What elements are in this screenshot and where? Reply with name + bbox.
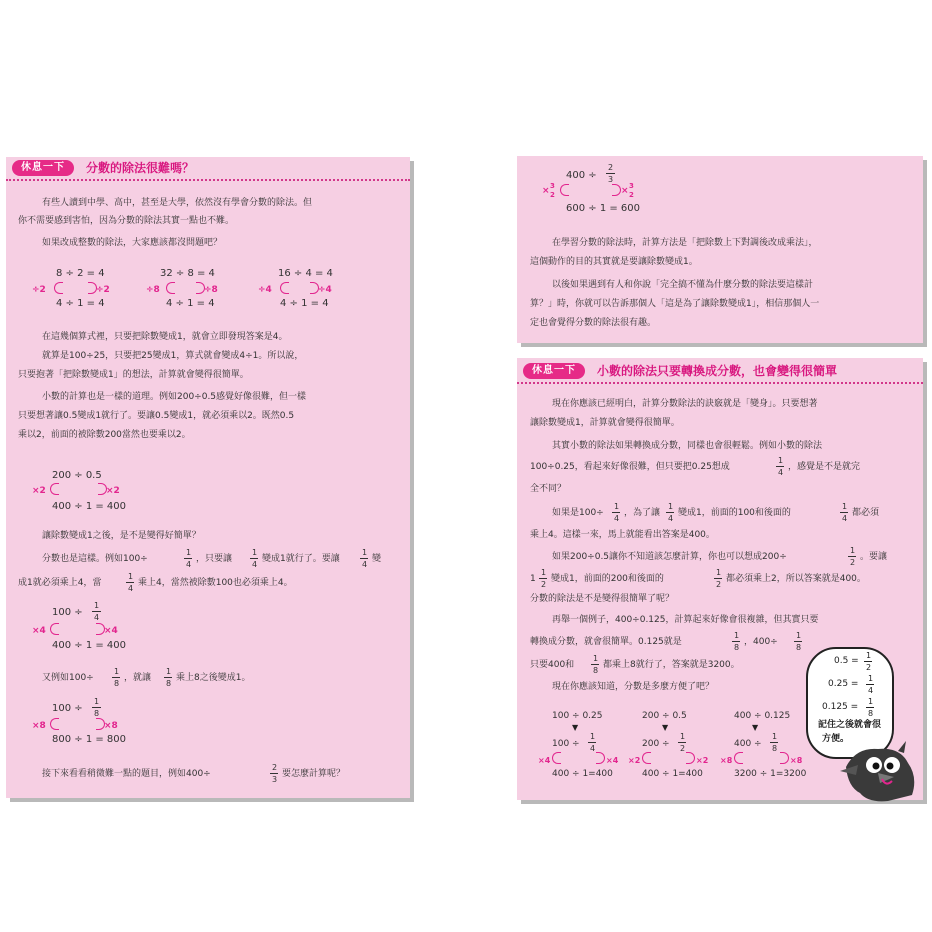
text-line: 算？」時，你就可以告訴那個人「這是為了讓除數變成1」，相信那個人一 [530,299,820,309]
text-line: 都必須 [852,508,880,518]
example-line: 100 ÷ [552,739,580,749]
frac-num: 1 [590,732,596,741]
frac-den: 3 [608,175,614,184]
equation-bottom: 4 ÷ 1 = 4 [166,298,215,309]
frac-den: 4 [778,468,784,477]
example-result: 400 ÷ 1=400 [552,769,613,779]
operator-left: ÷4 [258,285,272,295]
arrow-left-icon [166,282,175,294]
text-line: 接下來看看稍微難一點的題目，例如400÷ [42,769,211,779]
frac-den: 4 [868,686,874,695]
text-line: ，只要讓 [196,554,233,564]
text-line: 分數的除法是不是變得很簡單了呢？ [530,594,675,604]
equation-bottom: 4 ÷ 1 = 4 [280,298,329,309]
text-line: 如果200÷0.5讓你不知道該怎麼計算，你也可以想成200÷ [552,552,787,562]
text-line: 就算是100÷25，只要把25變成1，算式就會變成4÷1。所以說， [42,351,304,361]
equation-top: 16 ÷ 4 = 4 [278,268,333,279]
text-line: 又例如100÷ [42,673,94,683]
text-line: 在學習分數的除法時，計算方法是「把除數上下對調後改成乘法」， [552,238,818,248]
text-line: 分數也是這樣。例如100÷ [42,554,148,564]
text-line: 成1就必須乘上4，當 [18,578,102,588]
text-line: 讓除數變成1之後，是不是變得好簡單？ [42,531,201,541]
frac-den: 4 [362,560,368,569]
text-line: 小數的計算也是一樣的道理。例如200÷0.5感覺好像很難，但一樣 [42,392,307,402]
bubble-line: 0.5 = [834,656,859,666]
text-line: 現在你應該知道，分數是多麼方便了吧？ [552,682,715,692]
equation-bottom: 600 ÷ 1 = 600 [566,203,641,214]
frac-num: 1 [796,631,802,640]
text-line: 變成1就行了。要讓 [262,554,340,564]
frac-num: 1 [614,502,620,511]
operator-left: ÷2 [32,285,46,295]
text-line: 變 [372,554,382,564]
frac-den: 4 [668,514,674,523]
arrow-left-icon [280,282,289,294]
operator-right: ×8 [790,756,803,765]
equation-bottom: 400 ÷ 1 = 400 [52,501,127,512]
arrow-left-icon [50,623,59,635]
operator-right: ×4 [606,756,619,765]
equation-top: 100 ÷ [52,607,83,618]
equation-top: 32 ÷ 8 = 4 [160,268,215,279]
frac-num: 2 [272,763,278,772]
frac-num: 1 [680,732,686,741]
frac-num: 1 [541,568,547,577]
text-line: 要怎麼計算呢？ [282,769,346,779]
equation-top: 8 ÷ 2 = 4 [56,268,105,279]
equation-bottom: 800 ÷ 1 = 800 [52,734,127,745]
example-line: 200 ÷ 0.5 [642,711,687,721]
frac-num: 3 [550,182,555,190]
text-line: 以後如果遇到有人和你說「完全搞不懂為什麼分數的除法要這樣計 [552,280,814,290]
operator-right: ×2 [106,486,120,496]
frac-den: 4 [94,613,100,622]
frac-den: 2 [550,191,555,199]
example-result: 400 ÷ 1=400 [642,769,703,779]
text-line: 再舉一個例子，400÷0.125，計算起來好像會很複雜，但其實只要 [552,615,819,625]
text-line: 1 [530,574,536,584]
right-page-header [517,360,923,384]
frac-den: 8 [772,744,778,753]
operator-right: ÷8 [204,285,218,295]
arrow-left-icon [734,752,743,764]
operator-right: ×2 [696,756,709,765]
text-line: 乘上4。這樣一來，馬上就能看出答案是400。 [530,530,715,540]
text-line: 只要抱著「把除數變成1」的想法，計算就會變得很簡單。 [18,370,249,380]
frac-num: 1 [114,667,120,676]
down-arrow-icon: ▼ [752,723,759,732]
operator-right: ×8 [104,721,118,731]
equation-top: 200 ÷ 0.5 [52,470,102,481]
frac-num: 1 [252,548,258,557]
example-line: 200 ÷ [642,739,670,749]
example-result: 3200 ÷ 1=3200 [734,769,807,779]
text-line: 100÷0.25，看起來好像很難，但只要把0.25想成 [530,462,730,472]
rest-badge: 休息一下 [12,160,74,176]
down-arrow-icon: ▼ [662,723,669,732]
frac-den: 4 [842,514,848,523]
operator-left: ×8 [720,756,733,765]
frac-den: 3 [272,775,278,784]
right-page-title: 小數的除法只要轉換成分數，也會變得很簡單 [597,364,838,378]
text-line: 這個動作的目的其實就是要讓除數變成1。 [530,257,698,267]
frac-num: 1 [128,572,134,581]
operator-left: ×4 [32,626,46,636]
text-line: 只要400和 [530,660,575,670]
text-line: 都必須乘上2，所以答案就是400。 [726,574,866,584]
operator-left: ×2 [628,756,641,765]
equation-top: 100 ÷ [52,703,83,714]
frac-num: 1 [868,674,874,683]
frac-den: 8 [796,643,802,652]
text-line: 現在你應該已經明白，計算分數除法的訣竅就是「變身」。只要想著 [552,399,818,409]
frac-num: 1 [166,667,172,676]
text-line: 如果改成整數的除法，大家應該都沒問題吧？ [42,238,223,248]
operator-left: ×4 [538,756,551,765]
operator-left: ×2 [32,486,46,496]
frac-num: 1 [362,548,368,557]
text-line: ，為了讓 [624,508,661,518]
text-line: 有些人讀到中學、高中，甚至是大學，依然沒有學會分數的除法。但 [42,198,313,208]
operator-left: ×8 [32,721,46,731]
operator-right: × [621,186,629,196]
text-line: ，400÷ [744,637,778,647]
frac-num: 1 [716,568,722,577]
frac-num: 1 [772,732,778,741]
text-line: ，就讓 [124,673,152,683]
crow-mascot-icon [838,737,922,803]
frac-den: 2 [866,663,872,672]
frac-num: 1 [668,502,674,511]
frac-den: 4 [186,560,192,569]
frac-den: 8 [868,709,874,718]
frac-den: 4 [128,584,134,593]
equation-bottom: 4 ÷ 1 = 4 [56,298,105,309]
frac-den: 2 [716,580,722,589]
left-page-header [6,157,410,181]
operator-right: ÷2 [96,285,110,295]
left-page-title: 分數的除法很難嗎？ [86,161,195,175]
frac-den: 4 [614,514,620,523]
equation-bottom: 400 ÷ 1 = 400 [52,640,127,651]
down-arrow-icon: ▼ [572,723,579,732]
text-line: 都乘上8就行了，答案就是3200。 [603,660,740,670]
frac-den: 2 [850,558,856,567]
text-line: 乘上4，當然被除數100也必須乘上4。 [138,578,293,588]
equation-top: 400 ÷ [566,170,597,181]
example-line: 400 ÷ 0.125 [734,711,791,721]
operator-right: ×4 [104,626,118,636]
arrow-left-icon [50,483,59,495]
frac-num: 1 [868,697,874,706]
frac-num: 1 [186,548,192,557]
frac-num: 1 [866,651,872,660]
text-line: 定也會覺得分數的除法很有趣。 [530,318,657,328]
frac-num: 1 [593,654,599,663]
bubble-note: 記住之後就會很 [818,720,882,730]
frac-den: 8 [734,643,740,652]
frac-num: 2 [608,163,614,172]
frac-den: 2 [541,580,547,589]
bubble-note: 方便。 [822,734,850,744]
frac-num: 3 [629,182,634,190]
rest-badge: 休息一下 [523,363,585,379]
text-line: 變成1，前面的200和後面的 [551,574,664,584]
frac-num: 1 [94,697,100,706]
operator-left: × [542,186,550,196]
arrow-left-icon [642,752,651,764]
text-line: 讓除數變成1，計算就會變得很簡單。 [530,418,680,428]
frac-num: 1 [778,456,784,465]
text-line: 只要想著讓0.5變成1就行了。要讓0.5變成1，就必須乘以2。既然0.5 [18,411,295,421]
text-line: 乘以2，前面的被除數200當然也要乘以2。 [18,430,191,440]
frac-num: 1 [94,601,100,610]
frac-den: 2 [629,191,634,199]
text-line: ，感覺是不是就完 [788,462,861,472]
text-line: 轉換成分數，就會很簡單。0.125就是 [530,637,682,647]
frac-den: 8 [166,679,172,688]
example-line: 100 ÷ 0.25 [552,711,603,721]
frac-den: 4 [252,560,258,569]
text-line: 其實小數的除法如果轉換成分數，同樣也會很輕鬆。例如小數的除法 [552,441,823,451]
arrow-left-icon [50,718,59,730]
text-line: 在這幾個算式裡，只要把除數變成1，就會立即發現答案是4。 [42,332,288,342]
frac-num: 1 [842,502,848,511]
bubble-line: 0.25 = [828,679,859,689]
operator-right: ÷4 [318,285,332,295]
text-line: 如果是100÷ [552,508,604,518]
frac-den: 8 [593,666,599,675]
text-line: 乘上8之後變成1。 [176,673,251,683]
text-line: 變成1，前面的100和後面的 [678,508,791,518]
arrow-left-icon [54,282,63,294]
example-line: 400 ÷ [734,739,762,749]
frac-den: 8 [94,709,100,718]
text-line: 你不需要感到害怕，因為分數的除法其實一點也不難。 [18,216,235,226]
text-line: 。要讓 [860,552,888,562]
arrow-left-icon [552,752,561,764]
arrow-left-icon [560,184,569,196]
frac-den: 8 [114,679,120,688]
frac-num: 1 [734,631,740,640]
operator-left: ÷8 [146,285,160,295]
text-line: 全不同？ [530,484,567,494]
frac-den: 4 [590,744,596,753]
frac-num: 1 [850,546,856,555]
right-top-panel [517,156,923,343]
frac-den: 2 [680,744,686,753]
bubble-line: 0.125 = [822,702,859,712]
